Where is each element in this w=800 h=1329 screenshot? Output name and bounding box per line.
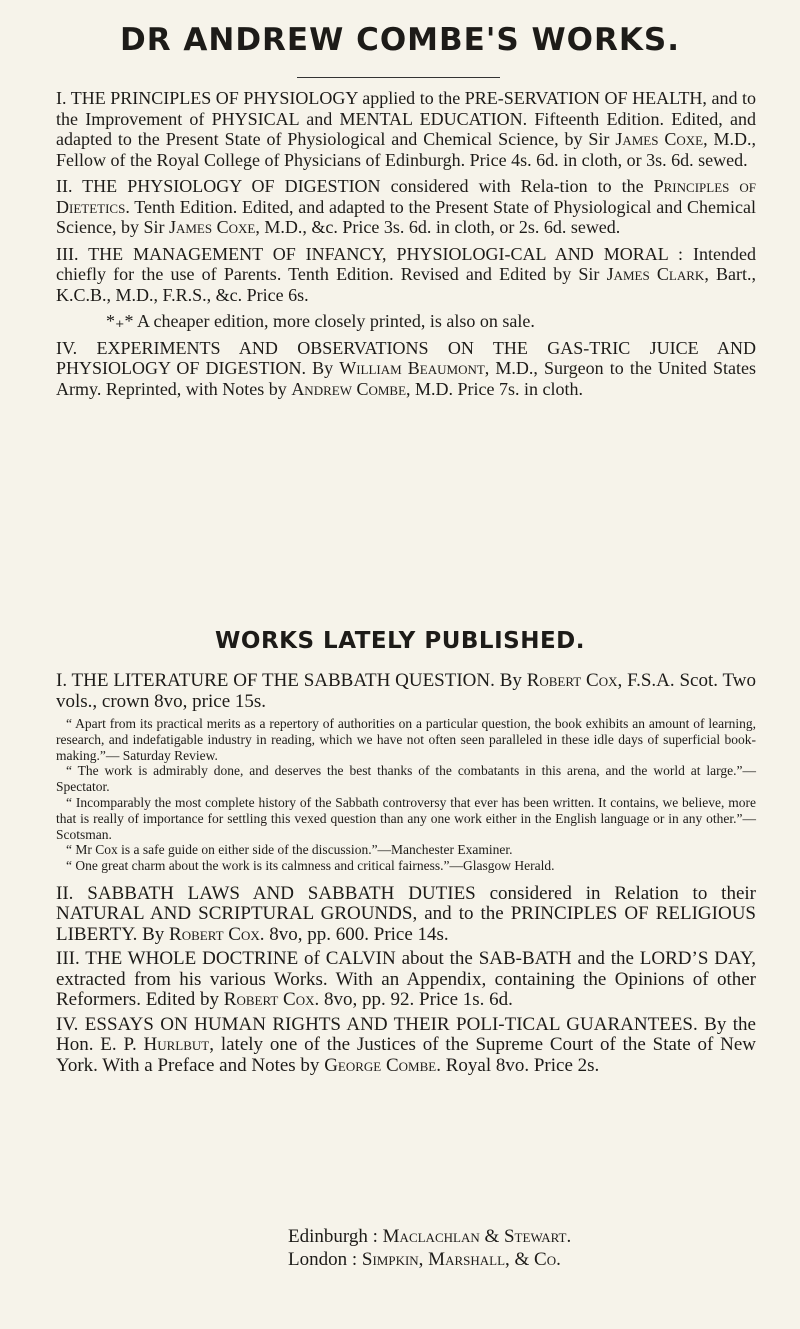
later-entry-4: IV. ESSAYS ON HUMAN RIGHTS AND THEIR POLI-TICAL GUARANTEES. By the Hon. E. P. Hurlbut, lately one of the Justices of the Supreme Court of the State of New York. With a Preface and Notes by George Combe. Royal 8vo. Price 2s. bbox=[56, 1013, 756, 1076]
later-entry-3: III. THE WHOLE DOCTRINE of CALVIN about the SAB-BATH and the LORD’S DAY, extracted from his various Works. With an Appendix, containing the Opinions of other Reformers. Edited by Robert Cox. 8vo, pp. 92. Price 1s. 6d. bbox=[56, 948, 756, 1011]
quote: “ One great charm about the work is its calmness and critical fairness.”—Glasgow Herald. bbox=[66, 858, 555, 874]
works-list bbox=[56, 88, 756, 405]
later-entry-1: I. THE LITERATURE OF THE SABBATH QUESTION. By Robert Cox, F.S.A. Scot. Two vols., crown 8vo, price 15s. bbox=[56, 670, 756, 712]
quote: “ Incomparably the most complete history of the Sabbath controversy that ever has been written. It contains, we believe, more that is really of importance for settling this vexed question than any one work either in the English language or in any other.”— Scotsman. bbox=[56, 794, 756, 842]
later-entry-2: II. SABBATH LAWS AND SABBATH DUTIES considered in Relation to their NATURAL AND SCRIPTURAL GROUNDS, and to the PRINCIPLES OF RELIGIOUS LIBERTY. By Robert Cox. 8vo, pp. 600. Price 14s. bbox=[56, 882, 756, 945]
page-title: DR ANDREW COMBE'S WORKS. bbox=[119, 22, 680, 58]
section-heading: WORKS LATELY PUBLISHED. bbox=[215, 628, 585, 654]
press-quotes bbox=[56, 716, 756, 874]
publisher-imprint bbox=[288, 1225, 571, 1271]
work-entry-1: I. THE PRINCIPLES OF PHYSIOLOGY applied to the PRE-SERVATION OF HEALTH, and to the Improvement of PHYSICAL and MENTAL EDUCATION. Fifteenth Edition. Edited, and adapted to the Present State of Physiological and Chemical Science, by Sir James Coxe, M.D., Fellow of the Royal College of Physicians of Edinburgh. Price 4s. 6d. in cloth, or 3s. 6d. sewed. bbox=[56, 88, 756, 170]
work-entry-3: III. THE MANAGEMENT OF INFANCY, PHYSIOLOGI-CAL AND MORAL : Intended chiefly for the use of Parents. Tenth Edition. Revised and Edited by Sir James Clark, Bart., K.C.B., M.D., F.R.S., &c. Price 6s. bbox=[56, 243, 756, 305]
quote: “ Apart from its practical merits as a repertory of authorities on a particular question, the book exhibits an amount of learning, research, and indefatigable industry in reading, which we have not often seen paralleled in these idle days of superficial book-making.”— Saturday Review. bbox=[56, 716, 756, 763]
title-rule bbox=[297, 77, 500, 78]
imprint-london: London : Simpkin, Marshall, & Co. bbox=[288, 1249, 561, 1270]
work-entry-2: II. THE PHYSIOLOGY OF DIGESTION considered with Rela-tion to the Principles of Dietetics. Tenth Edition. Edited, and adapted to the Present State of Physiological and Chemical Science, by Sir James Coxe, M.D., &c. Price 3s. 6d. in cloth, or 2s. 6d. sewed. bbox=[56, 176, 757, 237]
lately-published-list bbox=[56, 671, 756, 1080]
cheaper-edition-note: *₊* A cheaper edition, more closely printed, is also on sale. bbox=[106, 311, 535, 331]
quote: “ Mr Cox is a safe guide on either side of the discussion.”—Manchester Examiner. bbox=[66, 842, 513, 858]
quote: “ The work is admirably done, and deserves the best thanks of the combatants in this arena, and the world at large.”—Spectator. bbox=[56, 763, 756, 795]
imprint-edinburgh: Edinburgh : Maclachlan & Stewart. bbox=[288, 1226, 572, 1247]
work-entry-4: IV. EXPERIMENTS AND OBSERVATIONS ON THE GAS-TRIC JUICE AND PHYSIOLOGY OF DIGESTION. By William Beaumont, M.D., Surgeon to the United States Army. Reprinted, with Notes by Andrew Combe, M.D. Price 7s. in cloth. bbox=[56, 337, 757, 399]
